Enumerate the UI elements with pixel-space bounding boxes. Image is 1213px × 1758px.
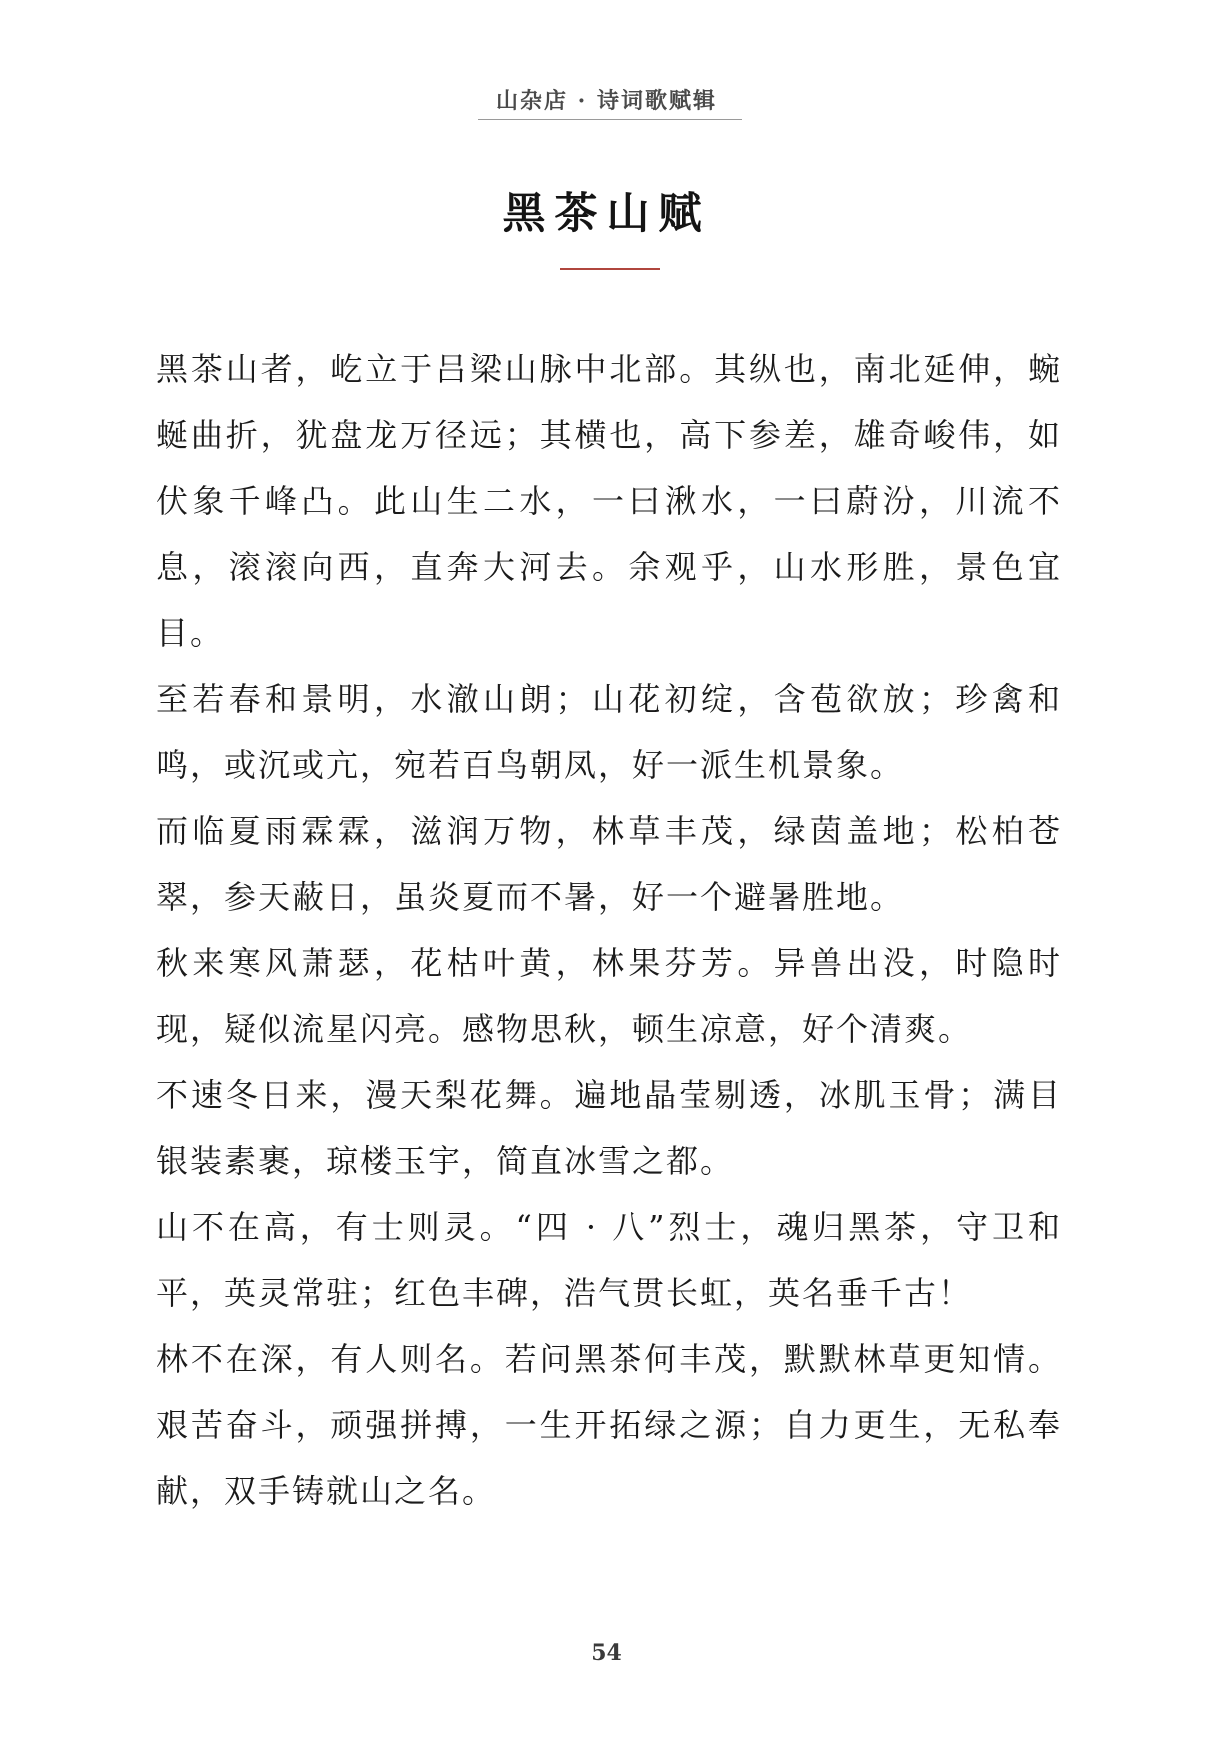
- title-accent-divider: [560, 268, 660, 270]
- paragraph: 至若春和景明，水澈山朗；山花初绽，含苞欲放；珍禽和鸣，或沉或亢，宛若百鸟朝凤，好一派生机景象。: [156, 680, 1062, 784]
- paragraph: 林不在深，有人则名。若问黑茶何丰茂，默默林草更知情。艰苦奋斗，顽强拼搏，一生开拓绿之源；自力更生，无私奉献，双手铸就山之名。: [156, 1340, 1062, 1510]
- page-number: 54: [591, 1640, 622, 1666]
- paragraph: 黑茶山者，屹立于吕梁山脉中北部。其纵也，南北延伸，蜿蜒曲折，犹盘龙万径远；其横也，高下参差，雄奇峻伟，如伏象千峰凸。此山生二水，一曰湫水，一曰蔚汾，川流不息，滚滚向西，直奔大河去。余观乎，山水形胜，景色宜目。: [156, 350, 1062, 652]
- paragraph: 山不在高，有士则灵。“四 · 八”烈士，魂归黑茶，守卫和平，英灵常驻；红色丰碑，浩气贯长虹，英名垂千古！: [156, 1208, 1062, 1312]
- paragraph: 不速冬日来，漫天梨花舞。遍地晶莹剔透，冰肌玉骨；满目银装素裹，琼楼玉宇，简直冰雪之都。: [156, 1076, 1062, 1180]
- paragraph: 秋来寒风萧瑟，花枯叶黄，林果芬芳。异兽出没，时隐时现，疑似流星闪亮。感物思秋，顿生凉意，好个清爽。: [156, 944, 1062, 1048]
- page-title: 黑茶山赋: [502, 189, 711, 239]
- header-divider: [478, 119, 742, 120]
- running-header: 山杂店 · 诗词歌赋辑: [496, 88, 717, 114]
- paragraph: 而临夏雨霖霖，滋润万物，林草丰茂，绿茵盖地；松柏苍翠，参天蔽日，虽炎夏而不暑，好一个避暑胜地。: [156, 812, 1062, 916]
- article-body: [156, 336, 1062, 1524]
